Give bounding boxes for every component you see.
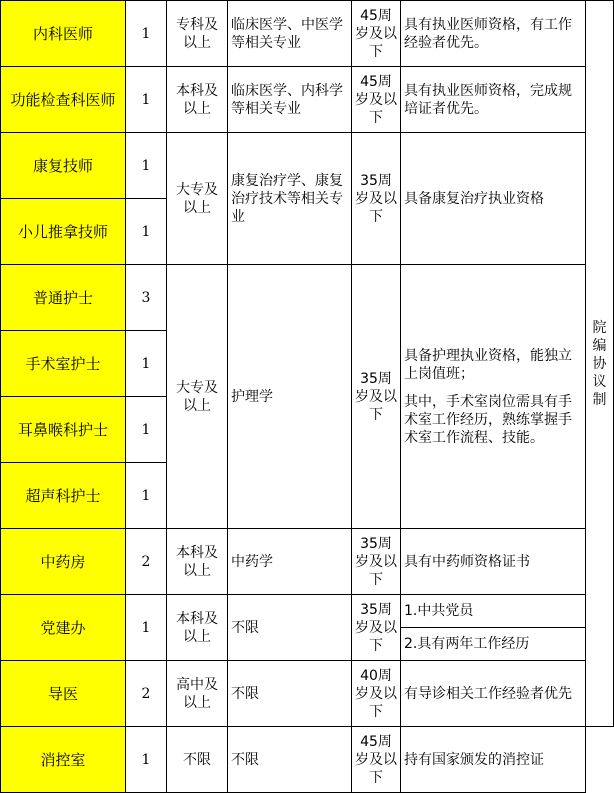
table-row (1, 727, 614, 793)
headcount-cell: 1 (126, 397, 167, 463)
table-row (1, 67, 614, 133)
age-cell: 45周岁及以下 (352, 67, 401, 133)
major-cell: 不限 (228, 727, 352, 793)
education-cell: 专科及以上 (167, 1, 228, 67)
education-cell: 本科及以上 (167, 529, 228, 595)
major-cell: 不限 (228, 661, 352, 727)
requirement-cell: 具有执业医师资格，有工作经验者优先。 (401, 1, 586, 67)
position-cell: 内科医师 (1, 1, 126, 67)
table-row (1, 265, 614, 331)
headcount-cell: 1 (126, 67, 167, 133)
headcount-cell: 2 (126, 661, 167, 727)
position-cell: 康复技师 (1, 133, 126, 199)
age-cell: 45周岁及以下 (352, 1, 401, 67)
major-cell: 不限 (228, 595, 352, 661)
position-cell: 党建办 (1, 595, 126, 661)
position-cell: 功能检查科医师 (1, 67, 126, 133)
requirement-cell: 具有中药师资格证书 (401, 529, 586, 595)
education-cell: 高中及以上 (167, 661, 228, 727)
education-cell: 大专及以上 (167, 265, 228, 529)
position-cell: 导医 (1, 661, 126, 727)
requirement-line: 具备护理执业资格，能独立上岗值班； (404, 347, 572, 382)
education-cell: 大专及以上 (167, 133, 228, 265)
age-cell: 35周岁及以下 (352, 595, 401, 661)
age-cell: 35周岁及以下 (352, 529, 401, 595)
age-cell: 35周岁及以下 (352, 133, 401, 265)
headcount-cell: 3 (126, 265, 167, 331)
table-row (1, 661, 614, 727)
age-cell: 45周岁及以下 (352, 727, 401, 793)
position-cell: 小儿推拿技师 (1, 199, 126, 265)
major-cell: 护理学 (228, 265, 352, 529)
requirement-cell: 具备康复治疗执业资格 (401, 133, 586, 265)
headcount-cell: 2 (126, 529, 167, 595)
education-cell: 本科及以上 (167, 595, 228, 661)
requirement-cell: 有导诊相关工作经验者优先 (401, 661, 586, 727)
position-cell: 消控室 (1, 727, 126, 793)
requirement-cell: 2.具有两年工作经历 (401, 628, 586, 661)
requirement-cell: 持有国家颁发的消控证 (401, 727, 586, 793)
table-row (1, 133, 614, 199)
position-cell: 普通护士 (1, 265, 126, 331)
major-cell: 临床医学、内科学等相关专业 (228, 67, 352, 133)
education-cell: 本科及以上 (167, 67, 228, 133)
table-row (1, 1, 614, 67)
position-cell: 超声科护士 (1, 463, 126, 529)
headcount-cell: 1 (126, 463, 167, 529)
age-cell: 40周岁及以下 (352, 661, 401, 727)
headcount-cell: 1 (126, 727, 167, 793)
headcount-cell: 1 (126, 1, 167, 67)
table-row (1, 529, 614, 595)
headcount-cell: 1 (126, 331, 167, 397)
position-cell: 手术室护士 (1, 331, 126, 397)
headcount-cell: 1 (126, 133, 167, 199)
headcount-cell: 1 (126, 199, 167, 265)
requirement-line: 其中，手术室岗位需具有手术室工作经历，熟练掌握手术室工作流程、技能。 (404, 393, 572, 446)
education-cell: 不限 (167, 727, 228, 793)
major-cell: 中药学 (228, 529, 352, 595)
major-cell: 康复治疗学、康复治疗技术等相关专业 (228, 133, 352, 265)
major-cell: 临床医学、中医学等相关专业 (228, 1, 352, 67)
staffing-note-cell: 院编协议制 (586, 1, 614, 727)
position-cell: 中药房 (1, 529, 126, 595)
table-row (1, 595, 614, 628)
age-cell: 35周岁及以下 (352, 265, 401, 529)
requirement-cell: 1.中共党员 (401, 595, 586, 628)
requirement-cell (401, 265, 586, 529)
position-cell: 耳鼻喉科护士 (1, 397, 126, 463)
requirement-cell: 具有执业医师资格，完成规培证者优先。 (401, 67, 586, 133)
headcount-cell: 1 (126, 595, 167, 661)
